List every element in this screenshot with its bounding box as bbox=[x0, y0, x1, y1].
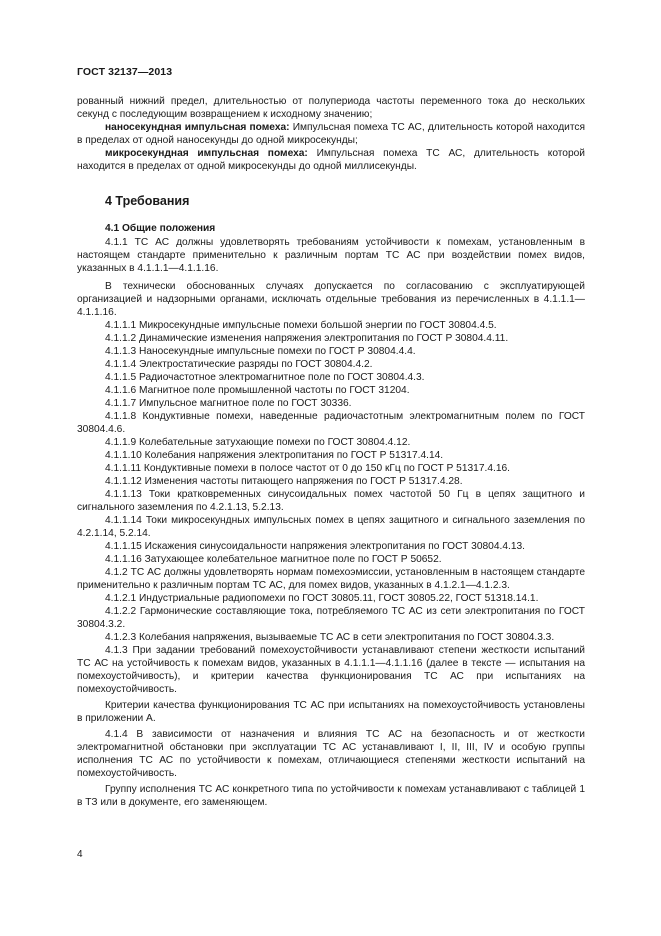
clause-paragraph: В технически обоснованных случаях допускается по согласованию с эксплуатирующей организацией и надзорными органами, исключать отдельные требования из перечисленных в 4.1.1.1—4.1.1.16. bbox=[77, 281, 585, 318]
clause-item: 4.1.1.13 Токи кратковременных синусоидальных помех частотой 50 Гц в цепях защитного и сигнального заземления по 4.2.1.13, 5.2.13. bbox=[77, 489, 585, 513]
subsection-title: 4.1 Общие положения bbox=[105, 223, 216, 234]
definition-text: Импульсная помеха ТС АС, длительность которой находится в пределах от одной наносекунды до одной микросекунды; bbox=[77, 122, 585, 146]
clause-item: 4.1.1.4 Электростатические разряды по ГОСТ 30804.4.2. bbox=[105, 359, 373, 370]
clause-item: 4.1.1.3 Наносекундные импульсные помехи по ГОСТ Р 30804.4.4. bbox=[105, 346, 416, 357]
clause-item: 4.1.1.1 Микросекундные импульсные помехи большой энергии по ГОСТ 30804.4.5. bbox=[105, 320, 497, 331]
clause-item: 4.1.1.14 Токи микросекундных импульсных помех в цепях защитного и сигнального заземления по 4.2.1.14, 5.2.14. bbox=[77, 515, 585, 539]
clause-item: 4.1.1.8 Кондуктивные помехи, наведенные радиочастотным электромагнитным полем по ГОСТ 30804.4.6. bbox=[77, 411, 585, 435]
clause-item: 4.1.2.3 Колебания напряжения, вызываемые ТС АС в сети электропитания по ГОСТ 30804.3.3. bbox=[105, 632, 555, 643]
clause-item: 4.1.1.11 Кондуктивные помехи в полосе частот от 0 до 150 кГц по ГОСТ Р 51317.4.16. bbox=[105, 463, 510, 474]
section-title: 4 Требования bbox=[105, 194, 190, 208]
clause-item: 4.1.2.1 Индустриальные радиопомехи по ГОСТ 30805.11, ГОСТ 30805.22, ГОСТ 51318.14.1. bbox=[105, 593, 539, 604]
clause-item: 4.1.1.16 Затухающее колебательное магнитное поле по ГОСТ Р 50652. bbox=[105, 554, 442, 565]
clause-paragraph: Группу исполнения ТС АС конкретного типа по устойчивости к помехам устанавливают с таблицей 1 в ТЗ или в документе, его заменяющем. bbox=[77, 784, 585, 808]
clause-item: 4.1.1.5 Радиочастотное электромагнитное поле по ГОСТ 30804.4.3. bbox=[105, 372, 425, 383]
definition-text: Импульсная помеха ТС АС, длительность которой находится в пределах от одной микросекунды до одной миллисекунды. bbox=[77, 148, 585, 172]
clause-item: 4.1.1.7 Импульсное магнитное поле по ГОСТ 30336. bbox=[105, 398, 352, 409]
definition-term: наносекундная импульсная помеха: bbox=[105, 122, 290, 133]
clause-paragraph: 4.1.4 В зависимости от назначения и влияния ТС АС на безопасность и от жесткости электромагнитной обстановки при эксплуатации ТС АС устанавливают I, II, III, IV и особую группы исполнения ТС АС по устойчивости к помехам, отличающиеся степенями жесткости испытаний на помехоустойчивость. bbox=[77, 729, 585, 779]
clause-paragraph: 4.1.2 ТС АС должны удовлетворять нормам помехоэмиссии, установленным в настоящем стандарте применительно к различным портам ТС АС, для помех видов, указанных в 4.1.2.1—4.1.2.3. bbox=[77, 567, 585, 591]
page-number: 4 bbox=[77, 849, 83, 860]
clause-item: 4.1.1.2 Динамические изменения напряжения электропитания по ГОСТ Р 30804.4.11. bbox=[105, 333, 509, 344]
definition-term: микросекундная импульсная помеха: bbox=[105, 148, 308, 159]
clause-paragraph: 4.1.3 При задании требований помехоустойчивости устанавливают степени жесткости испытаний ТС АС на устойчивость к помехам видов, указанных в 4.1.1.1—4.1.1.16 (далее в тексте — испытания на помехоустойчивость), и критерии качества функционирования ТС АС при испытаниях на помехоустойчивость. bbox=[77, 645, 585, 695]
clause-item: 4.1.1.15 Искажения синусоидальности напряжения электропитания по ГОСТ 30804.4.13. bbox=[105, 541, 525, 552]
definition-nanosecond bbox=[77, 121, 585, 147]
clause-item: 4.1.1.6 Магнитное поле промышленной частоты по ГОСТ 31204. bbox=[105, 385, 410, 396]
document-body bbox=[77, 95, 585, 809]
clause-item: 4.1.1.12 Изменения частоты питающего напряжения по ГОСТ Р 51317.4.28. bbox=[105, 476, 463, 487]
definition-microsecond bbox=[77, 147, 585, 173]
clause-item: 4.1.2.2 Гармонические составляющие тока, потребляемого ТС АС из сети электропитания по ГОСТ 30804.3.2. bbox=[77, 606, 585, 630]
standard-header: ГОСТ 32137—2013 bbox=[77, 66, 173, 78]
clause-paragraph: 4.1.1 ТС АС должны удовлетворять требованиям устойчивости к помехам, установленным в настоящем стандарте применительно к различным портам ТС АС при воздействии помех видов, указанных в 4.1.1.1—4.1.1.16. bbox=[77, 237, 585, 274]
clause-item: 4.1.1.9 Колебательные затухающие помехи по ГОСТ 30804.4.12. bbox=[105, 437, 411, 448]
clause-paragraph: Критерии качества функционирования ТС АС при испытаниях на помехоустойчивость установлены в приложении А. bbox=[77, 700, 585, 724]
definition-continuation: рованный нижний предел, длительностью от полупериода частоты переменного тока до нескольких секунд с последующим возвращением к исходному значению; bbox=[77, 96, 585, 120]
clause-item: 4.1.1.10 Колебания напряжения электропитания по ГОСТ Р 51317.4.14. bbox=[105, 450, 444, 461]
